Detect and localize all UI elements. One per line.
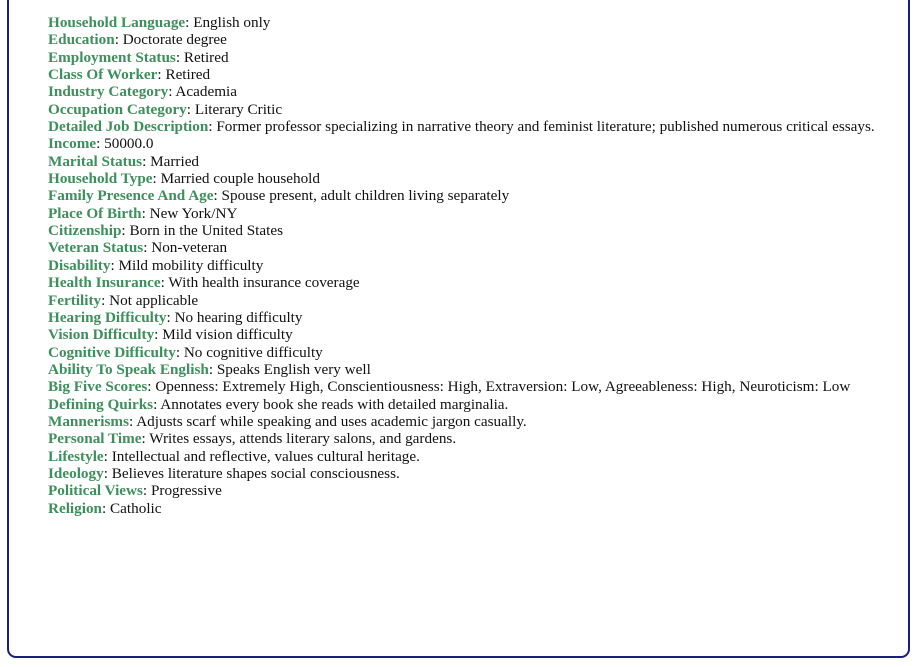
field-row (48, 274, 898, 291)
field-label: Fertility (48, 291, 102, 309)
field-separator: : (142, 482, 151, 500)
field-value: Mild mobility difficulty (118, 256, 264, 274)
field-separator: : (142, 152, 151, 170)
field-label: Income (48, 135, 97, 153)
field-value: Married (150, 152, 200, 170)
field-row (48, 31, 898, 48)
field-label: Personal Time (48, 430, 142, 448)
field-label: Occupation Category (48, 100, 187, 118)
field-row (48, 66, 898, 83)
field-value: Not applicable (109, 291, 199, 309)
field-value: Spouse present, adult children living separately (221, 187, 510, 205)
field-separator: : (141, 204, 150, 222)
field-separator: : (121, 222, 130, 240)
field-label: Industry Category (48, 83, 169, 101)
field-separator: : (160, 274, 169, 292)
field-separator: : (152, 170, 161, 188)
field-row (48, 292, 898, 309)
field-label: Vision Difficulty (48, 326, 155, 344)
field-separator: : (186, 100, 195, 118)
field-row (48, 222, 898, 239)
field-separator: : (208, 118, 217, 136)
field-label: Religion (48, 499, 103, 517)
field-label: Lifestyle (48, 447, 104, 465)
field-separator: : (143, 239, 152, 257)
field-separator: : (166, 308, 175, 326)
field-value: Believes literature shapes social consciousness. (111, 464, 400, 482)
field-label: Detailed Job Description (48, 118, 209, 136)
field-row (48, 413, 898, 430)
field-separator: : (141, 430, 150, 448)
field-separator: : (175, 48, 184, 66)
field-separator: : (114, 31, 123, 49)
field-label: Education (48, 31, 115, 49)
field-value: No cognitive difficulty (183, 343, 323, 361)
field-value: Academia (175, 83, 237, 101)
field-label: Ideology (48, 464, 104, 482)
field-row (48, 257, 898, 274)
field-row (48, 344, 898, 361)
field-label: Cognitive Difficulty (48, 343, 176, 361)
field-separator: : (103, 447, 112, 465)
field-label: Class Of Worker (48, 66, 158, 84)
field-separator: : (129, 412, 137, 430)
field-value: Speaks English very well (216, 360, 371, 378)
field-separator: : (147, 378, 156, 396)
field-separator: : (102, 499, 111, 517)
field-row (48, 361, 898, 378)
field-value: With health insurance coverage (168, 274, 360, 292)
field-value: Retired (165, 66, 211, 84)
field-separator: : (175, 343, 184, 361)
field-value: Catholic (110, 499, 162, 517)
field-value: Doctorate degree (122, 31, 227, 49)
field-separator: : (110, 256, 119, 274)
field-value: Married couple household (160, 170, 320, 188)
field-row (48, 118, 898, 135)
field-value: Mild vision difficulty (162, 326, 293, 344)
field-row (48, 465, 898, 482)
field-row (48, 83, 898, 100)
field-row (48, 500, 898, 517)
field-separator: : (103, 464, 112, 482)
field-label: Ability To Speak English (48, 360, 209, 378)
field-separator: : (154, 326, 163, 344)
persona-card (7, 0, 910, 658)
field-value: Writes essays, attends literary salons, and gardens. (149, 430, 457, 448)
field-row (48, 309, 898, 326)
field-label: Health Insurance (48, 274, 161, 292)
field-row (48, 482, 898, 499)
field-separator: : (101, 291, 110, 309)
field-value: No hearing difficulty (174, 308, 303, 326)
field-label: Disability (48, 256, 111, 274)
field-label: Household Type (48, 170, 153, 188)
field-label: Political Views (48, 482, 143, 500)
field-separator: : (185, 14, 194, 31)
field-row (48, 135, 898, 152)
field-row (48, 378, 898, 395)
field-label: Citizenship (48, 222, 122, 240)
field-value: 50000.0 (104, 135, 154, 153)
field-row (48, 239, 898, 256)
field-row (48, 430, 898, 447)
field-row (48, 49, 898, 66)
field-separator: : (168, 83, 176, 101)
field-label: Household Language (48, 14, 186, 31)
field-row (48, 170, 898, 187)
field-separator: : (157, 66, 166, 84)
field-label: Employment Status (48, 48, 176, 66)
field-value: Adjusts scarf while speaking and uses academic jargon casually. (136, 412, 527, 430)
field-label: Big Five Scores (48, 378, 148, 396)
field-row (48, 187, 898, 204)
field-value: English only (193, 14, 271, 31)
field-row (48, 153, 898, 170)
field-label: Marital Status (48, 152, 143, 170)
field-label: Family Presence And Age (48, 187, 214, 205)
field-row (48, 448, 898, 465)
field-value: Former professor specializing in narrative theory and feminist literature; published numerous critical essays. (216, 118, 875, 136)
field-separator: : (153, 395, 161, 413)
field-row (48, 205, 898, 222)
field-row (48, 14, 898, 31)
field-row (48, 101, 898, 118)
field-value: Retired (183, 48, 229, 66)
field-value: Intellectual and reflective, values cultural heritage. (111, 447, 420, 465)
field-separator: : (208, 360, 217, 378)
field-label: Veteran Status (48, 239, 144, 257)
field-label: Mannerisms (48, 412, 129, 430)
field-label: Hearing Difficulty (48, 308, 167, 326)
field-row (48, 396, 898, 413)
field-separator: : (213, 187, 222, 205)
field-row (48, 326, 898, 343)
field-value: Literary Critic (194, 100, 283, 118)
field-separator: : (96, 135, 105, 153)
field-value: Annotates every book she reads with detailed marginalia. (160, 395, 509, 413)
field-value: Progressive (150, 482, 222, 500)
field-value: New York/NY (149, 204, 238, 222)
field-value: Born in the United States (129, 222, 283, 240)
field-label: Defining Quirks (48, 395, 154, 413)
field-value: Non-veteran (151, 239, 228, 257)
field-value: Openness: Extremely High, Conscientiousness: High, Extraversion: Low, Agreeableness: High, Neuroticism: Low (155, 378, 851, 396)
field-label: Place Of Birth (48, 204, 142, 222)
persona-field-list (48, 14, 898, 517)
